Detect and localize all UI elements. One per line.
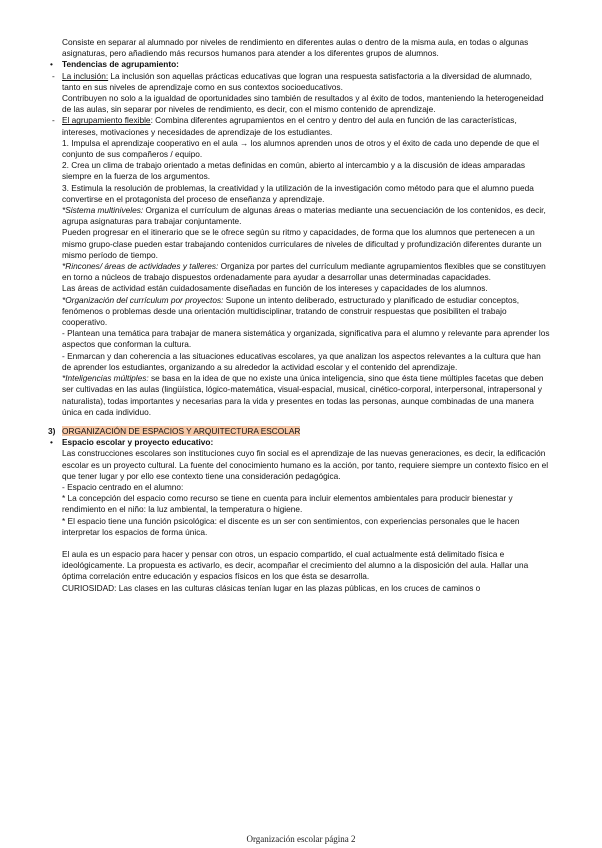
bullet-dot-icon: •	[50, 437, 53, 448]
inclusion-item	[52, 70, 552, 116]
proyectos-paragraph-3: - Enmarcan y dan coherencia a las situaciones educativas escolares, ya que analizan los aspectos relevantes a la cultura que han de aprender los estudiantes, organizando a su alrededor la actividad escolar y el contenido del aprendizaje.	[62, 350, 541, 372]
rincones-paragraph	[62, 261, 552, 283]
rincones-label: *Rincones/ áreas de actividades y talleres:	[62, 261, 219, 272]
flexible-paragraph	[62, 115, 552, 137]
point-3: 3. Estimula la resolución de problemas, la creatividad y la utilización de la investigación como método para que el alumno pueda convertirse en el protagonista del proceso de enseñanza y aprendizaje.	[62, 182, 534, 204]
multiniveles-paragraph	[62, 205, 552, 227]
point-2: 2. Crea un clima de trabajo orientado a metas definidas en común, abierto al intercambio y a la discusión de ideas amparadas siempre en la fuerza de los argumentos.	[62, 160, 526, 182]
point-1: 1. Impulsa el aprendizaje cooperativo en el aula → los alumnos aprenden unos de otros y el éxito de cada uno depende de que el conjunto de sus compañeros / equipo.	[62, 137, 539, 160]
flexible-text: : Combina diferentes agrupamientos en el centro y dentro del aula en función de las características, intereses, motivaciones y necesidades de aprendizaje de los estudiantes.	[62, 115, 517, 137]
proyectos-text: Supone un intento deliberado, estructurado y planificado de estudiar conceptos, fenómenos o problemas desde una orientación multidisciplinar, tratando de construir respuestas que posibiliten el trabajo cooperativo.	[62, 294, 520, 328]
rincones-text: Organiza por partes del currículum mediante agrupamientos flexibles que se constituyen en torno a núcleos de trabajo dispuestos ordenadamente para ayudar a desarrollar unas determinadas capacidades.	[62, 261, 546, 283]
multiniveles-label: *Sistema multiniveles:	[62, 205, 144, 216]
proyectos-label: *Organización del currículum por proyectos:	[62, 294, 224, 305]
section3-paragraph-4: * El espacio tiene una función psicológica: el discente es un ser con sentimientos, con experiencias personales que le hacen interpretar los espacios de forma única.	[62, 515, 520, 537]
inclusion-paragraph-2: Contribuyen no solo a la igualdad de oportunidades sino también de resultados y al éxito de todos, manteniendo la heterogeneidad de las aulas, sin separar por niveles de rendimiento, es decir, con el mismo contenido de aprendizaje.	[62, 93, 544, 115]
content-column	[48, 37, 552, 594]
section-title: ORGANIZACIÓN DE ESPACIOS Y ARQUITECTURA ESCOLAR	[62, 425, 301, 436]
section3-paragraph-6: CURIOSIDAD: Las clases en las culturas clásicas tenían lugar en las plazas públicas, en los cruces de caminos o	[62, 582, 481, 593]
flexible-item	[52, 115, 552, 417]
tendencias-heading: Tendencias de agrupamiento:	[62, 59, 179, 70]
bullet-dot-icon: •	[50, 59, 53, 70]
inclusion-text: La inclusión son aquellas prácticas educativas que logran una respuesta satisfactoria a la diversidad de alumnado, tanto en sus niveles de aprendizaje como en sus contextos socioeducativos.	[62, 70, 532, 92]
proyectos-paragraph	[62, 295, 552, 329]
dash-icon: -	[52, 115, 55, 126]
spacer	[62, 538, 552, 549]
espacio-heading: Espacio escolar y proyecto educativo:	[62, 437, 214, 448]
inclusion-paragraph	[62, 71, 552, 93]
proyectos-paragraph-2: - Plantean una temática para trabajar de manera sistemática y organizada, significativa para el alumno y relevante para aprender los aspectos que conforman la cultura.	[62, 328, 550, 350]
multiniveles-text: Organiza el currículum de algunas áreas o materias mediante una secuenciación de los contenidos, es decir, agrupa asignaturas para trabajar conjuntamente.	[62, 205, 546, 227]
section-number: 3)	[48, 425, 56, 436]
multiniveles-paragraph-2: Pueden progresar en el itinerario que se le ofrece según su ritmo y capacidades, de forma que los alumnos que pertenecen a un mismo grupo-clase pueden estar trabajando contenidos curriculares de niveles de dificultad y profundización diferentes durante un mismo período de tiempo.	[62, 227, 542, 260]
dash-icon: -	[52, 70, 55, 81]
inclusion-label: La inclusión:	[62, 70, 109, 81]
section3-paragraph-3: * La concepción del espacio como recurso se tiene en cuenta para incluir elementos ambientales para producir bienestar y rendimiento en el niño: la luz ambiental, la temperatura o higiene.	[62, 493, 513, 515]
section3-paragraph-2: - Espacio centrado en el alumno:	[62, 481, 184, 492]
inteligencias-paragraph	[62, 373, 552, 418]
tendencias-bullet	[50, 59, 552, 70]
rincones-paragraph-2: Las áreas de actividad están cuidadosamente diseñadas en función de los intereses y capacidades de los alumnos.	[62, 283, 488, 294]
inteligencias-text: se basa en la idea de que no existe una única inteligencia, sino que ésta tiene múltiples facetas que deben ser cultivadas en las aulas (lingüística, lógico-matemática, visual-espacial, musical, cinético-corporal, interpersonal, intrapersonal y naturalista), todas importantes y necesarias para la vida y presentes en todas las personas, aunque combinadas de una manera única en cada individuo.	[62, 373, 544, 417]
section-3-heading	[48, 425, 552, 437]
section3-paragraph-1: Las construcciones escolares son instituciones cuyo fin social es el aprendizaje de las nuevas generaciones, es decir, la edificación escolar es un proyecto cultural. La fuente del conocimiento humano es la acción, por tanto, requiere siempre un contexto físico en el que tener lugar y por ello ese contexto tiene una consideración pedagógica.	[62, 448, 549, 481]
flexible-label: El agrupamiento flexible	[62, 115, 151, 126]
section3-paragraph-5: El aula es un espacio para hacer y pensar con otros, un espacio compartido, el cual actualmente está delimitado física e ideológicamente. La propuesta es activarlo, es decir, acompañar el crecimiento del alumno a la disposición del aula. Hallar una óptima correlación entre educación y espacios físicos en los que ésta se desarrolla.	[62, 548, 529, 582]
intro-paragraph: Consiste en separar al alumnado por niveles de rendimiento en diferentes aulas o dentro de la misma aula, en todas o algunas asignaturas, pero añadiendo más recursos humanos para atender a los diferentes grupos de alumnos.	[62, 37, 529, 59]
page-footer: Organización escolar página 2	[246, 834, 356, 844]
inteligencias-label: *Inteligencias múltiples:	[62, 373, 149, 384]
espacio-bullet	[50, 437, 552, 448]
